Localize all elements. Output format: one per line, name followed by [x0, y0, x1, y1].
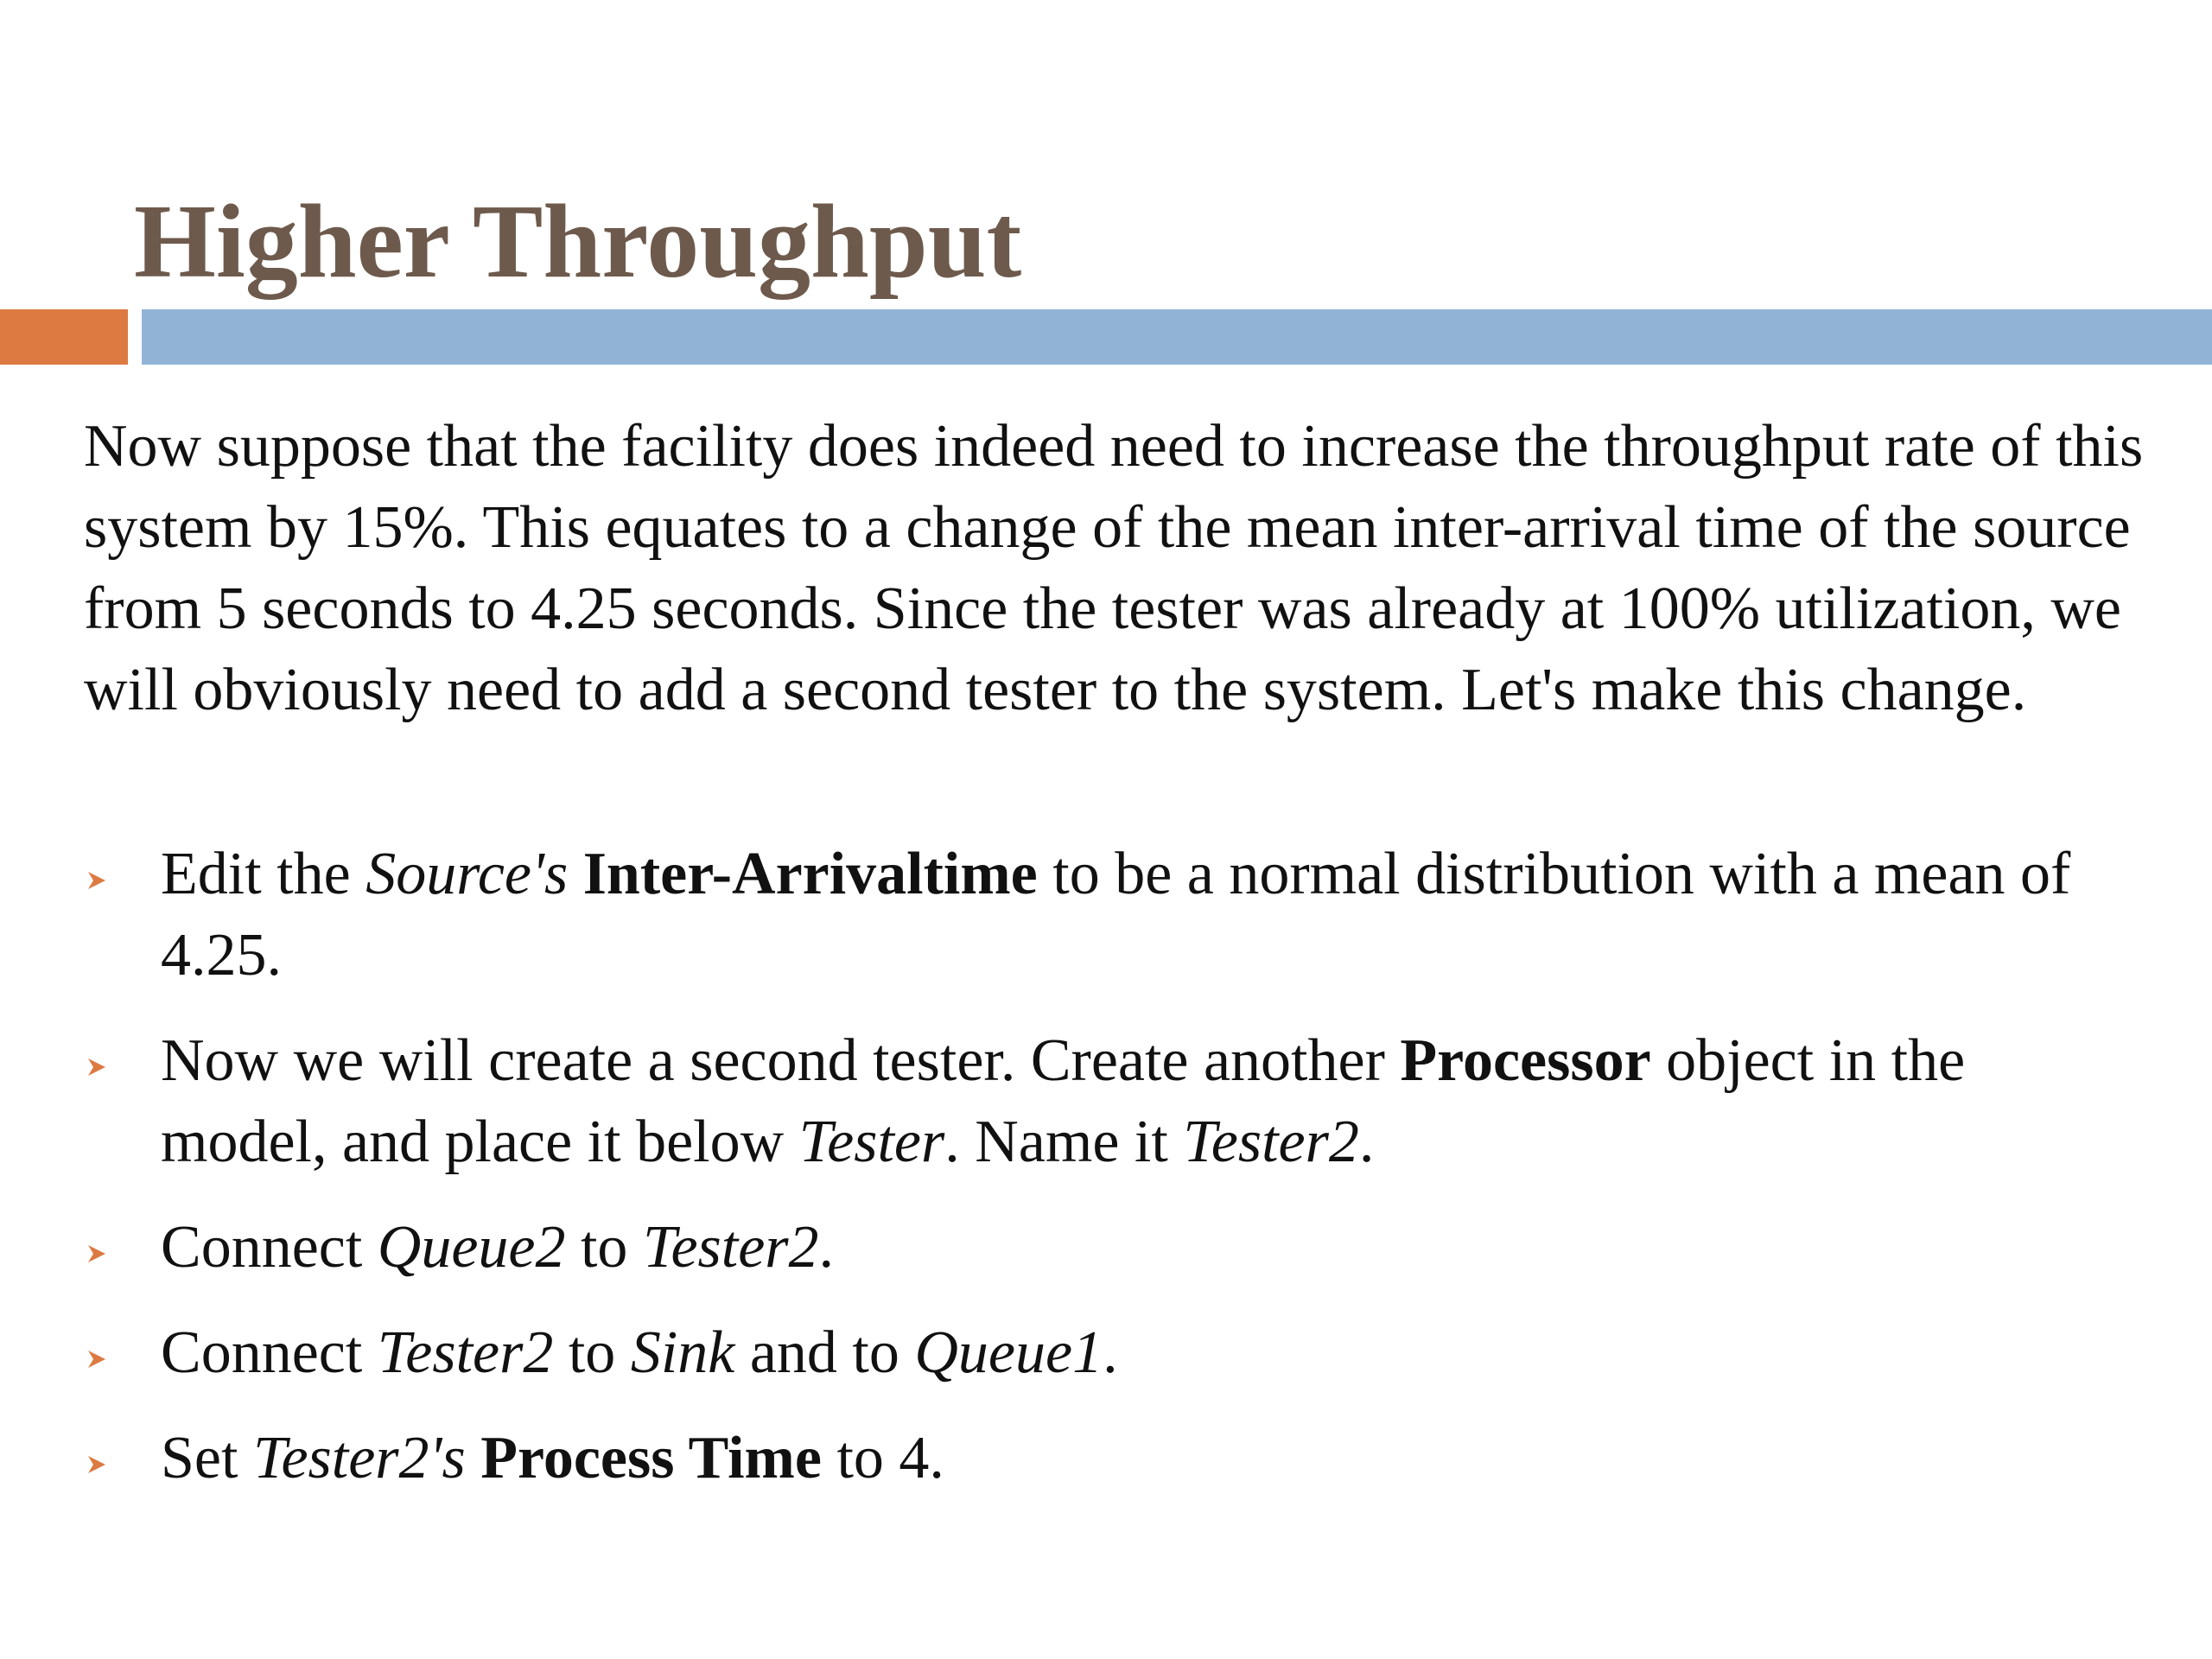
- title-accent-bar-blue: [142, 309, 2212, 365]
- title-accent-bar-orange: [0, 309, 128, 365]
- bullet-text: to be a normal distribution with a mean of 4.25.: [161, 841, 2071, 988]
- bullet-text-italic: Tester2: [1183, 1109, 1359, 1175]
- bullet-text-italic: Tester: [798, 1109, 945, 1175]
- bullet-text: .: [818, 1214, 835, 1281]
- bullet-text: object in the model, and place it below: [161, 1027, 1966, 1175]
- arrowhead-bullet-icon: [86, 1057, 107, 1077]
- arrowhead-bullet-icon: [86, 1454, 107, 1475]
- intro-paragraph: Now suppose that the facility does indeed need to increase the throughput rate of this system by 15%. This equates to a change of the mean inter-arrival time of the source from 5 seconds to 4.25 seconds. Since the tester was already at 100% utilization, we will obviously need to add a second tester to the system. Let's make this change.: [84, 413, 2144, 723]
- bullet-text: . Name it: [944, 1109, 1184, 1175]
- bullet-item-5: [0, 1418, 2096, 1499]
- bullet-text-italic: Source's: [365, 841, 569, 907]
- bullet-list: [0, 834, 2212, 1523]
- bullet-text: Edit the: [161, 841, 366, 907]
- bullet-text-italic: Tester2: [377, 1319, 554, 1386]
- arrowhead-bullet-icon: [86, 870, 107, 891]
- bullet-text: to: [553, 1319, 631, 1386]
- bullet-text: Set: [161, 1425, 253, 1491]
- bullet-item-2: [0, 1020, 2096, 1183]
- bullet-text: [466, 1425, 481, 1491]
- arrowhead-bullet-icon: [86, 1349, 107, 1370]
- bullet-text-italic: Tester2's: [252, 1425, 466, 1491]
- bullet-text: Connect: [161, 1214, 378, 1281]
- bullet-text: .: [1358, 1109, 1375, 1175]
- bullet-text: Connect: [161, 1319, 378, 1386]
- bullet-text: to 4.: [821, 1425, 944, 1491]
- bullet-text-italic: Queue1: [914, 1319, 1103, 1386]
- bullet-text-italic: Queue2: [377, 1214, 566, 1281]
- bullet-text: and to: [734, 1319, 915, 1386]
- bullet-text-bold: Inter-Arrivaltime: [582, 841, 1038, 907]
- bullet-item-3: [0, 1207, 2096, 1288]
- bullet-item-4: [0, 1313, 2096, 1394]
- bullet-text-italic: Sink: [630, 1319, 735, 1386]
- bullet-text: Now we will create a second tester. Create another: [161, 1027, 1401, 1094]
- slide-title: Higher Throughput: [134, 183, 1022, 300]
- bullet-text-bold: Process Time: [480, 1425, 822, 1491]
- bullet-text-italic: Tester2: [642, 1214, 819, 1281]
- bullet-text: [568, 841, 583, 907]
- bullet-text: .: [1103, 1319, 1118, 1386]
- bullet-text: to: [565, 1214, 643, 1281]
- arrowhead-bullet-icon: [86, 1243, 107, 1264]
- bullet-text-bold: Processor: [1400, 1027, 1651, 1094]
- bullet-item-1: [0, 834, 2096, 996]
